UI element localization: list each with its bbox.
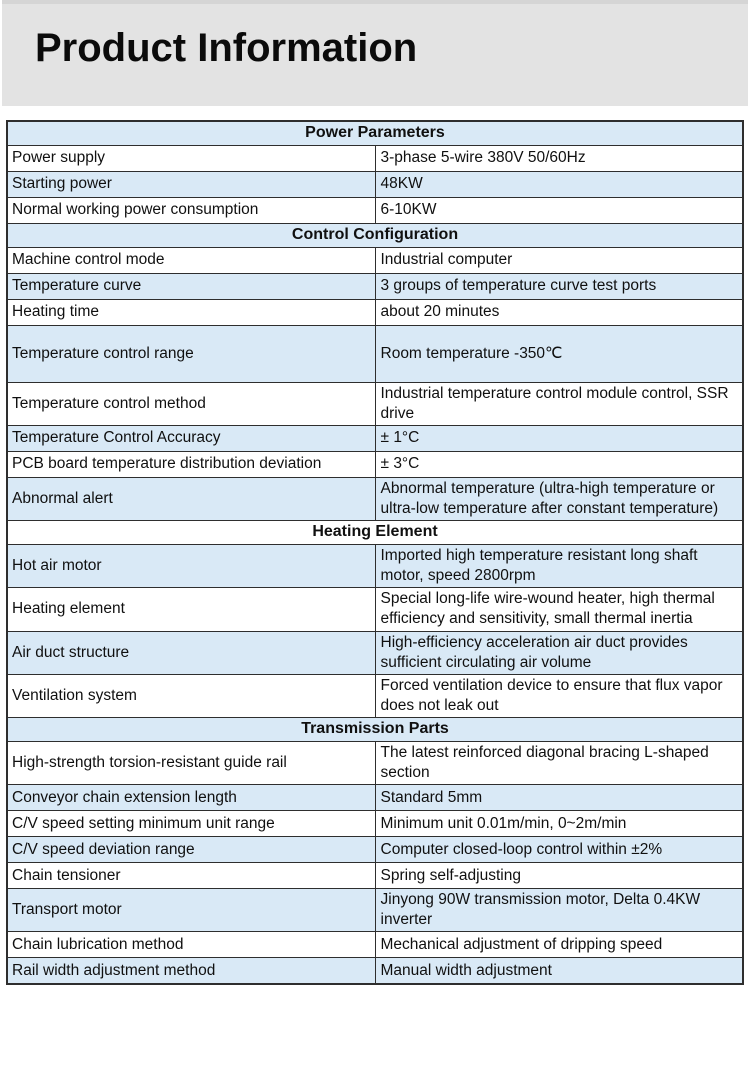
- table-row: [7, 674, 743, 717]
- spec-label: Chain tensioner: [7, 863, 375, 889]
- spec-label: Conveyor chain extension length: [7, 785, 375, 811]
- product-spec-table-body: [7, 121, 743, 984]
- spec-value: 3-phase 5-wire 380V 50/60Hz: [375, 145, 743, 171]
- spec-value: about 20 minutes: [375, 299, 743, 325]
- section-header-row: [7, 521, 743, 545]
- spec-value: Computer closed-loop control within ±2%: [375, 837, 743, 863]
- table-row: [7, 932, 743, 958]
- table-row: [7, 451, 743, 477]
- table-row: [7, 741, 743, 784]
- table-row: [7, 889, 743, 932]
- spec-label: Air duct structure: [7, 631, 375, 674]
- spec-label: Transport motor: [7, 889, 375, 932]
- table-row: [7, 631, 743, 674]
- table-row: [7, 197, 743, 223]
- spec-value: High-efficiency acceleration air duct provides sufficient circulating air volume: [375, 631, 743, 674]
- spec-label: Machine control mode: [7, 247, 375, 273]
- spec-label: PCB board temperature distribution deviation: [7, 451, 375, 477]
- table-row: [7, 588, 743, 631]
- spec-value: Spring self-adjusting: [375, 863, 743, 889]
- spec-value: Standard 5mm: [375, 785, 743, 811]
- table-row: [7, 958, 743, 984]
- table-row: [7, 325, 743, 382]
- section-header-row: [7, 223, 743, 247]
- table-row: [7, 477, 743, 520]
- spec-label: C/V speed deviation range: [7, 837, 375, 863]
- spec-value: Industrial temperature control module control, SSR drive: [375, 382, 743, 425]
- spec-value: Minimum unit 0.01m/min, 0~2m/min: [375, 811, 743, 837]
- spec-label: Rail width adjustment method: [7, 958, 375, 984]
- spec-label: Temperature control range: [7, 325, 375, 382]
- spec-value: 6-10KW: [375, 197, 743, 223]
- spec-label: High-strength torsion-resistant guide rail: [7, 741, 375, 784]
- page-title: Product Information: [35, 26, 418, 70]
- table-row: [7, 145, 743, 171]
- spec-value: Room temperature -350℃: [375, 325, 743, 382]
- table-row: [7, 544, 743, 587]
- spec-value: 48KW: [375, 171, 743, 197]
- spec-label: Power supply: [7, 145, 375, 171]
- table-row: [7, 299, 743, 325]
- spec-value: Special long-life wire-wound heater, high thermal efficiency and sensitivity, small thermal inertia: [375, 588, 743, 631]
- spec-label: C/V speed setting minimum unit range: [7, 811, 375, 837]
- table-row: [7, 811, 743, 837]
- section-header-row: [7, 718, 743, 742]
- table-row: [7, 863, 743, 889]
- spec-label: Chain lubrication method: [7, 932, 375, 958]
- spec-value: Industrial computer: [375, 247, 743, 273]
- spec-value: Imported high temperature resistant long shaft motor, speed 2800rpm: [375, 544, 743, 587]
- spec-value: 3 groups of temperature curve test ports: [375, 273, 743, 299]
- table-row: [7, 382, 743, 425]
- table-row: [7, 837, 743, 863]
- section-header-row: [7, 121, 743, 145]
- spec-value: Abnormal temperature (ultra-high temperature or ultra-low temperature after constant temperature): [375, 477, 743, 520]
- spec-value: Mechanical adjustment of dripping speed: [375, 932, 743, 958]
- page-header: [2, 0, 748, 106]
- spec-value: The latest reinforced diagonal bracing L-shaped section: [375, 741, 743, 784]
- spec-label: Temperature curve: [7, 273, 375, 299]
- spec-label: Abnormal alert: [7, 477, 375, 520]
- spec-label: Ventilation system: [7, 674, 375, 717]
- spec-label: Hot air motor: [7, 544, 375, 587]
- product-spec-table: [6, 120, 744, 985]
- spec-value: ± 3°C: [375, 451, 743, 477]
- table-row: [7, 785, 743, 811]
- spec-label: Heating element: [7, 588, 375, 631]
- spec-value: ± 1°C: [375, 425, 743, 451]
- section-title: Control Configuration: [7, 223, 743, 247]
- spec-value: Jinyong 90W transmission motor, Delta 0.4KW inverter: [375, 889, 743, 932]
- spec-label: Starting power: [7, 171, 375, 197]
- section-title: Power Parameters: [7, 121, 743, 145]
- section-title: Transmission Parts: [7, 718, 743, 742]
- spec-label: Heating time: [7, 299, 375, 325]
- section-title: Heating Element: [7, 521, 743, 545]
- table-row: [7, 171, 743, 197]
- spec-label: Temperature control method: [7, 382, 375, 425]
- spec-value: Forced ventilation device to ensure that flux vapor does not leak out: [375, 674, 743, 717]
- spec-label: Temperature Control Accuracy: [7, 425, 375, 451]
- table-row: [7, 247, 743, 273]
- spec-label: Normal working power consumption: [7, 197, 375, 223]
- table-row: [7, 273, 743, 299]
- spec-value: Manual width adjustment: [375, 958, 743, 984]
- table-row: [7, 425, 743, 451]
